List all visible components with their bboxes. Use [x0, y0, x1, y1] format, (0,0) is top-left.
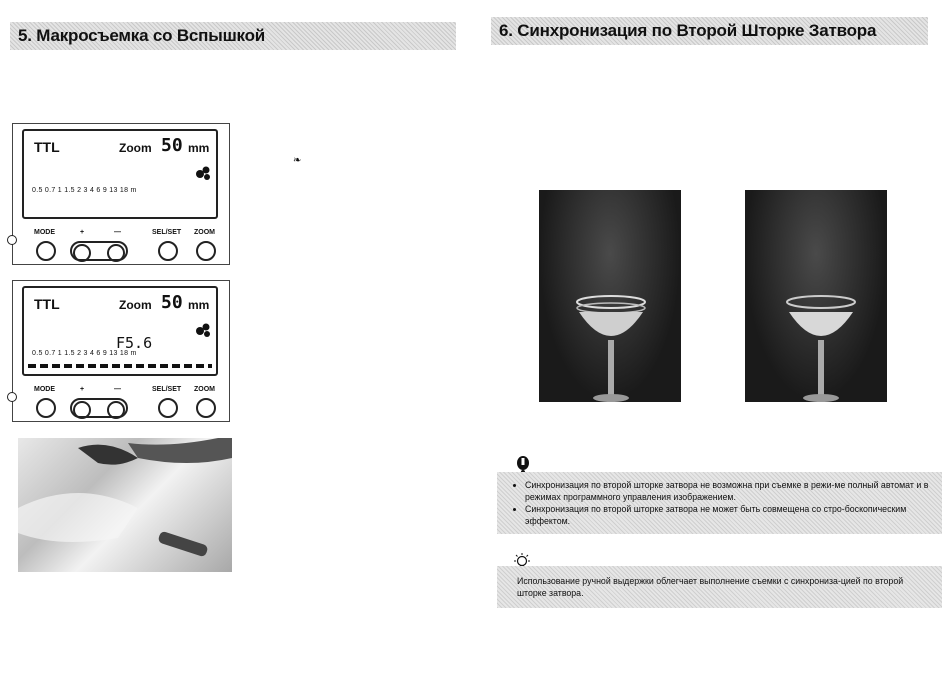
warning-item: • Синхронизация по второй шторке затвора не может быть совмещена со стро-боскопическим эффектом.: [525, 503, 932, 527]
tip-text: Использование ручной выдержки облегчает выполнение съемки с синхрониза-цией по второй шторке затвора.: [517, 576, 904, 598]
blinking-bar: [28, 364, 212, 368]
glass-illustration: [745, 190, 887, 402]
zoom-value: 50: [161, 135, 183, 156]
zoom-value: 50: [161, 292, 183, 313]
macro-flower-icon: [194, 322, 212, 338]
glass-illustration: [539, 190, 681, 402]
section-6-title: [491, 17, 928, 45]
warning-item: • Синхронизация по второй шторке затвора не возможна при съемке в режи-ме полный автомат и в режимах программного управления изображением.: [525, 479, 932, 503]
zoom-label: Zoom: [119, 141, 152, 155]
zoom-label: Zoom: [119, 298, 152, 312]
macro-photo-illustration: [18, 438, 232, 572]
plus-minus-button[interactable]: [70, 241, 128, 261]
minus-label: —: [114, 386, 121, 393]
flash-lcd-panel-1: [12, 123, 230, 265]
distance-scale: 0.5 0.7 1 1.5 2 3 4 6 9 13 18 m: [32, 350, 137, 357]
zoom-button[interactable]: [196, 398, 216, 418]
selset-button[interactable]: [158, 241, 178, 261]
selset-button[interactable]: [158, 398, 178, 418]
zoom-button-label: ZOOM: [194, 229, 215, 236]
zoom-unit: mm: [188, 298, 210, 312]
section-5-title-text: 5. Макросъемка со Вспышкой: [18, 26, 266, 45]
stray-mark-icon: ❧: [293, 155, 302, 166]
lcd-screen: [22, 286, 218, 376]
panel-notch: [7, 392, 17, 402]
selset-label: SEL/SET: [152, 386, 182, 393]
mode-button[interactable]: [36, 398, 56, 418]
mode-label: MODE: [34, 386, 55, 393]
macro-flower-icon: [194, 165, 212, 181]
glass-photo-second-curtain: [745, 190, 887, 402]
zoom-button-label: ZOOM: [194, 386, 215, 393]
zoom-unit: mm: [188, 141, 210, 155]
minus-label: —: [114, 229, 121, 236]
zoom-button[interactable]: [196, 241, 216, 261]
distance-scale: 0.5 0.7 1 1.5 2 3 4 6 9 13 18 m: [32, 187, 137, 194]
lcd-screen: [22, 129, 218, 219]
tip-note: [497, 566, 942, 608]
flash-lcd-panel-2: [12, 280, 230, 422]
panel-notch: [7, 235, 17, 245]
plus-minus-button[interactable]: [70, 398, 128, 418]
section-5-title: [10, 22, 456, 50]
mode-button[interactable]: [36, 241, 56, 261]
aperture-value: F5.6: [116, 334, 153, 352]
plus-label: +: [80, 229, 85, 236]
glass-photo-first-curtain: [539, 190, 681, 402]
selset-label: SEL/SET: [152, 229, 182, 236]
button-row: [32, 241, 228, 263]
section-6-title-text: 6. Синхронизация по Второй Шторке Затвора: [499, 21, 877, 40]
ttl-label: TTL: [34, 296, 60, 312]
button-row: [32, 398, 228, 420]
warning-note: [497, 472, 942, 534]
warning-list: [507, 479, 932, 527]
macro-photo: [18, 438, 232, 572]
mode-label: MODE: [34, 229, 55, 236]
plus-label: +: [80, 386, 85, 393]
ttl-label: TTL: [34, 139, 60, 155]
